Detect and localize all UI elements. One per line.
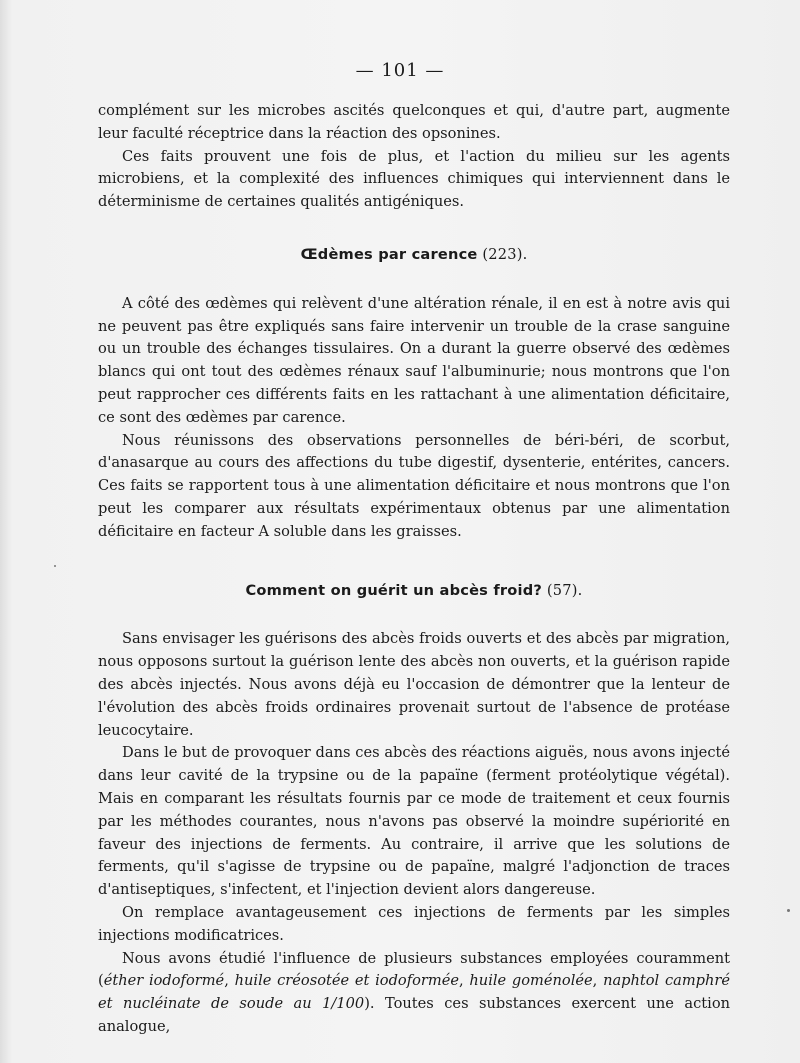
text-run: Nous avons étudié l'influence de plusieurs substances employées couramment ( bbox=[98, 949, 730, 990]
intro-paragraph-2: Ces faits prouvent une fois de plus, et l'action du milieu sur les agents microbiens, et la complexité des influences chimiques qui interviennent dans le déterminisme de certaines qualités antigéniques. bbox=[98, 147, 730, 211]
text-run: , bbox=[458, 972, 470, 990]
page-body bbox=[98, 100, 730, 1039]
section-heading-abces bbox=[98, 580, 730, 603]
page-number: — 101 — bbox=[355, 60, 445, 81]
scan-speck bbox=[54, 565, 56, 567]
oedemes-paragraph-2: Nous réunissons des observations personnelles de béri-béri, de scorbut, d'anasarque au cours des affections du tube digestif, dysenterie, entérites, cancers. Ces faits se rapportent tous à une alimentation déficitaire et nous montrons que l'on peut les comparer aux résultats expérimentaux obtenus par une alimentation déficitaire en facteur A soluble dans les graisses. bbox=[98, 431, 730, 540]
abces-paragraph-2: Dans le but de provoquer dans ces abcès des réactions aiguës, nous avons injecté dans leur cavité de la trypsine ou de la papaïne (ferment protéolytique végétal). Mais en comparant les résultats fournis par ce mode de traitement et ceux fournis par les méthodes courantes, nous n'avons pas observé la moindre supériorité en faveur des injections de ferments. Au contraire, il arrive que les solutions de ferments, qu'il s'agisse de trypsine ou de papaïne, malgré l'adjonction de traces d'antiseptiques, s'infectent, et l'injection devient alors dangereuse. bbox=[98, 744, 730, 899]
section-title: Œdèmes par carence bbox=[300, 245, 478, 263]
italic-term: huile créosotée et iodoformée bbox=[234, 972, 459, 990]
section-title: Comment on guérit un abcès froid? bbox=[245, 581, 543, 599]
abces-paragraph-4 bbox=[98, 948, 730, 1039]
oedemes-paragraph-1: A côté des œdèmes qui relèvent d'une altération rénale, il en est à notre avis qui ne peuvent pas être expliqués sans faire intervenir un trouble de la crase sanguine ou un trouble des échanges tissulaires. On a durant la guerre observé des œdèmes blancs qui ont tout des œdèmes rénaux sauf l'albuminurie; nous montrons que l'on peut rapprocher ces différents faits en les rattachant à une alimentation déficitaire, ce sont des œdèmes par carence. bbox=[98, 294, 730, 426]
italic-term: naphtol camphré et nucléinate de soude au 1/100 bbox=[98, 972, 731, 1013]
text-run: , bbox=[592, 972, 604, 990]
section-heading-oedemes bbox=[98, 244, 730, 267]
text-run: , bbox=[224, 972, 235, 990]
abces-paragraph-3: On remplace avantageusement ces injections de ferments par les simples injections modificatrices. bbox=[98, 903, 730, 944]
abces-paragraph-1: Sans envisager les guérisons des abcès froids ouverts et des abcès par migration, nous opposons surtout la guérison lente des abcès non ouverts, et la guérison rapide des abcès injectés. Nous avons déjà eu l'occasion de démontrer que la lenteur de l'évolution des abcès froids ordinaires provenait surtout de l'absence de protéase leucocytaire. bbox=[98, 630, 730, 739]
scan-speck bbox=[787, 909, 790, 912]
italic-term: huile goménolée bbox=[469, 972, 593, 990]
section-reference: (223). bbox=[477, 245, 528, 263]
italic-term: éther iodoformé bbox=[103, 972, 225, 990]
intro-paragraph-1: complément sur les microbes ascités quelconques et qui, d'autre part, augmente leur faculté réceptrice dans la réaction des opsonines. bbox=[98, 102, 730, 142]
text-run: ). Toutes ces substances exercent une action analogue, bbox=[98, 995, 731, 1035]
section-reference: (57). bbox=[542, 581, 583, 599]
